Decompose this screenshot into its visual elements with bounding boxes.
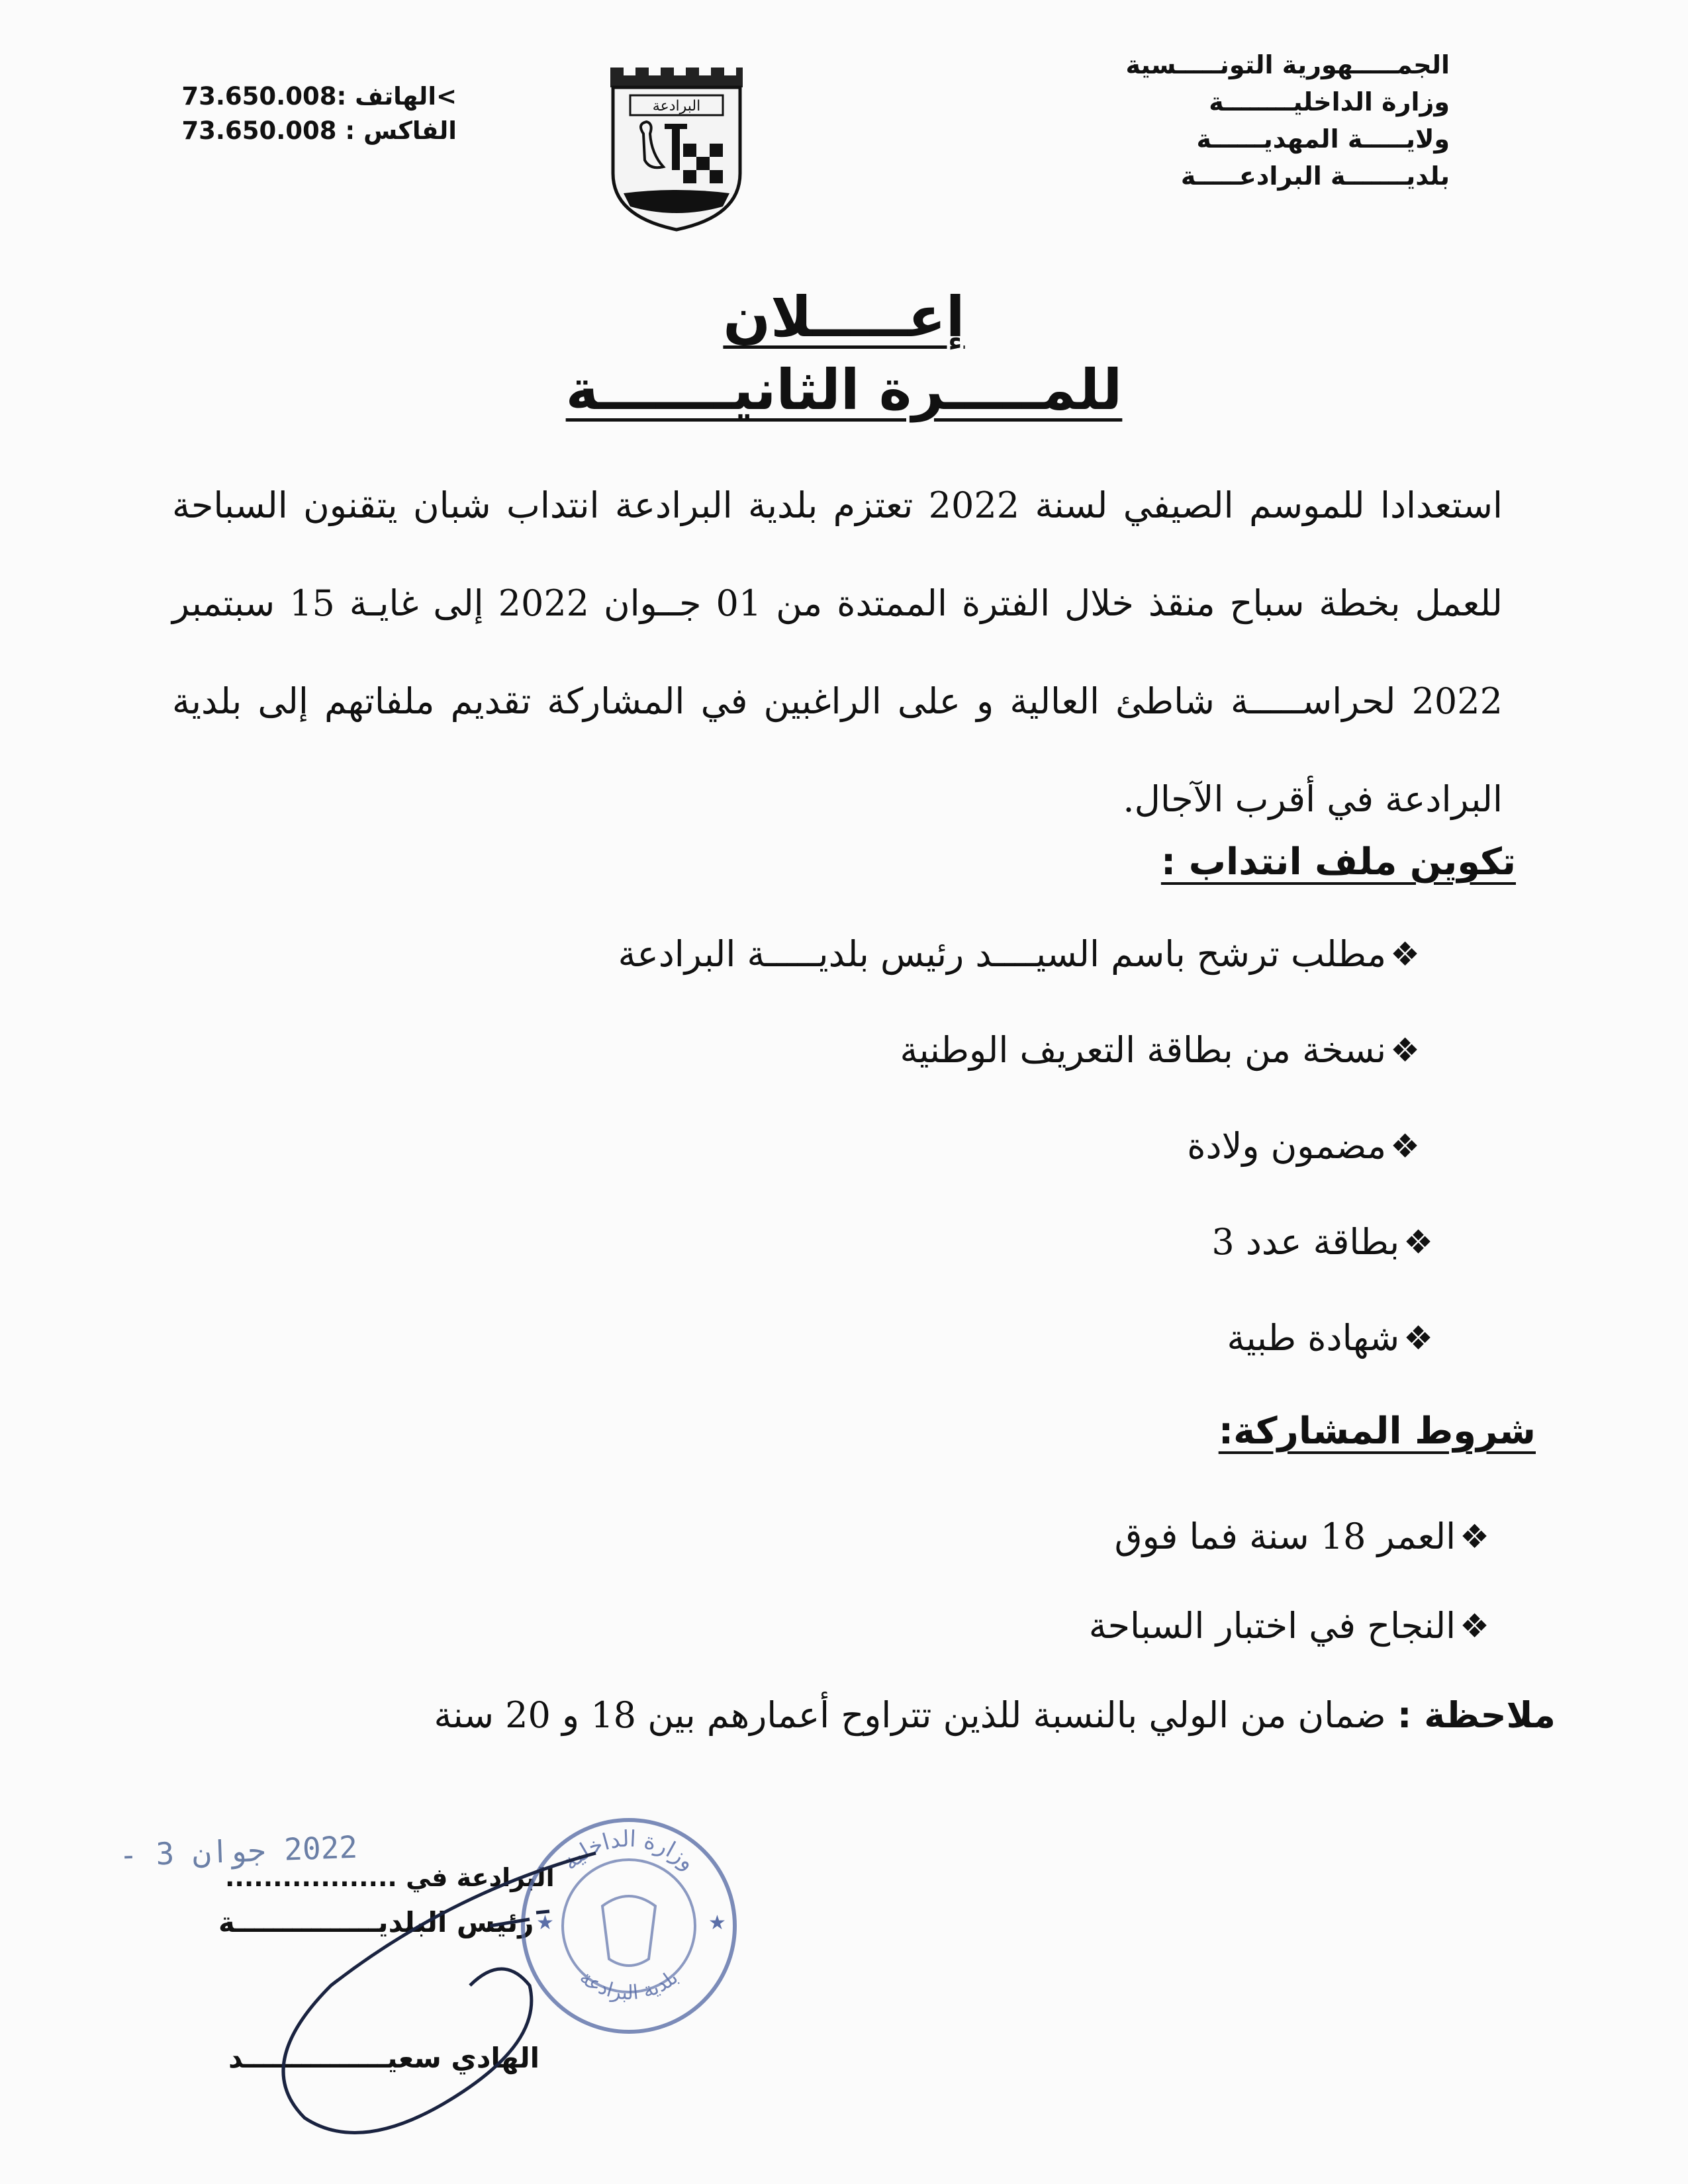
diamond-cross-icon: ❖: [1390, 1126, 1420, 1165]
list-item: ❖ النجاح في اختبار السباحة: [1088, 1605, 1489, 1647]
announcement-title: إعـــــلان: [723, 285, 965, 349]
municipality-logo: [604, 61, 749, 233]
diamond-cross-icon: ❖: [1390, 1030, 1420, 1069]
ministry-line: الجمـــــهورية التونـــــسية: [1125, 50, 1450, 79]
announcement-subtitle: للمـــــرة الثانيـــــــة: [565, 357, 1123, 422]
svg-text:★: ★: [536, 1911, 554, 1934]
list-item: ❖ بطاقة عدد 3: [1211, 1221, 1433, 1263]
diamond-cross-icon: ❖: [1390, 934, 1420, 974]
contact-info: [152, 79, 457, 148]
list-item: ❖ شهادة طبية: [1227, 1317, 1433, 1359]
file-section-heading: تكوين ملف انتداب :: [1160, 841, 1516, 884]
diamond-cross-icon: ❖: [1403, 1222, 1433, 1261]
stamp-text-top: وزارة الداخلية: [557, 1825, 701, 1876]
phone-number: >الهاتف :73.650.008: [181, 82, 457, 111]
stamp-text-bottom: بلدية البرادعة: [575, 1966, 683, 2005]
conditions-heading: شروط المشاركة:: [1218, 1410, 1536, 1453]
list-item: ❖ مضمون ولادة: [1187, 1125, 1420, 1167]
logo-text: البرادعة: [652, 98, 701, 114]
list-item: ❖ نسخة من بطاقة التعريف الوطنية: [900, 1029, 1420, 1071]
ministry-line: وزارة الداخليــــــــة: [1209, 87, 1450, 116]
fax-number: الفاكس : 73.650.008: [181, 116, 457, 145]
mayor-name: الهادي سعيـــــــــــــــد: [228, 2042, 540, 2074]
date-stamp: 2022 جوان 3 -: [118, 1829, 358, 1874]
announcement-body: استعدادا للموسم الصيفي لسنة 2022 تعتزم بلدية البرادعة انتداب شبان يتقنون السباحة للعمل بخطة سباح منقذ خلال الفترة الممتدة من 01 جــوان 2022 إلى غايـة 15 سبتمبر 2022 لحراســـــة شاطئ العالية و على الراغبين في المشاركة تقديم ملفاتهم إلى بلدية البرادعة في أقرب الآجال.: [172, 484, 1503, 820]
note-label: ملاحظة :: [1397, 1694, 1556, 1736]
note-text: ضمان من الولي بالنسبة للذين تتراوح أعمارهم بين 18 و 20 سنة: [434, 1694, 1386, 1736]
place-line: البرادعة في ..................: [225, 1863, 555, 1892]
ministry-line: ولايـــــة المهديــــــة: [1196, 124, 1450, 154]
list-item: ❖ العمر 18 سنة فما فوق: [1114, 1516, 1489, 1557]
diamond-cross-icon: ❖: [1460, 1606, 1489, 1645]
handwritten-signature: [252, 1813, 715, 2158]
diamond-cross-icon: ❖: [1460, 1517, 1489, 1556]
mayor-title: رئيس البلديـــــــــــــــة: [218, 1906, 534, 1938]
ministry-header: [986, 46, 1450, 195]
ministry-line: بلديـــــــة البرادعـــــة: [1180, 161, 1450, 191]
note: [434, 1694, 1556, 1736]
list-item: ❖ مطلب ترشح باسم السيــــد رئيس بلديـــــة البرادعة: [618, 933, 1420, 975]
svg-text:★: ★: [708, 1911, 726, 1934]
diamond-cross-icon: ❖: [1403, 1318, 1433, 1357]
